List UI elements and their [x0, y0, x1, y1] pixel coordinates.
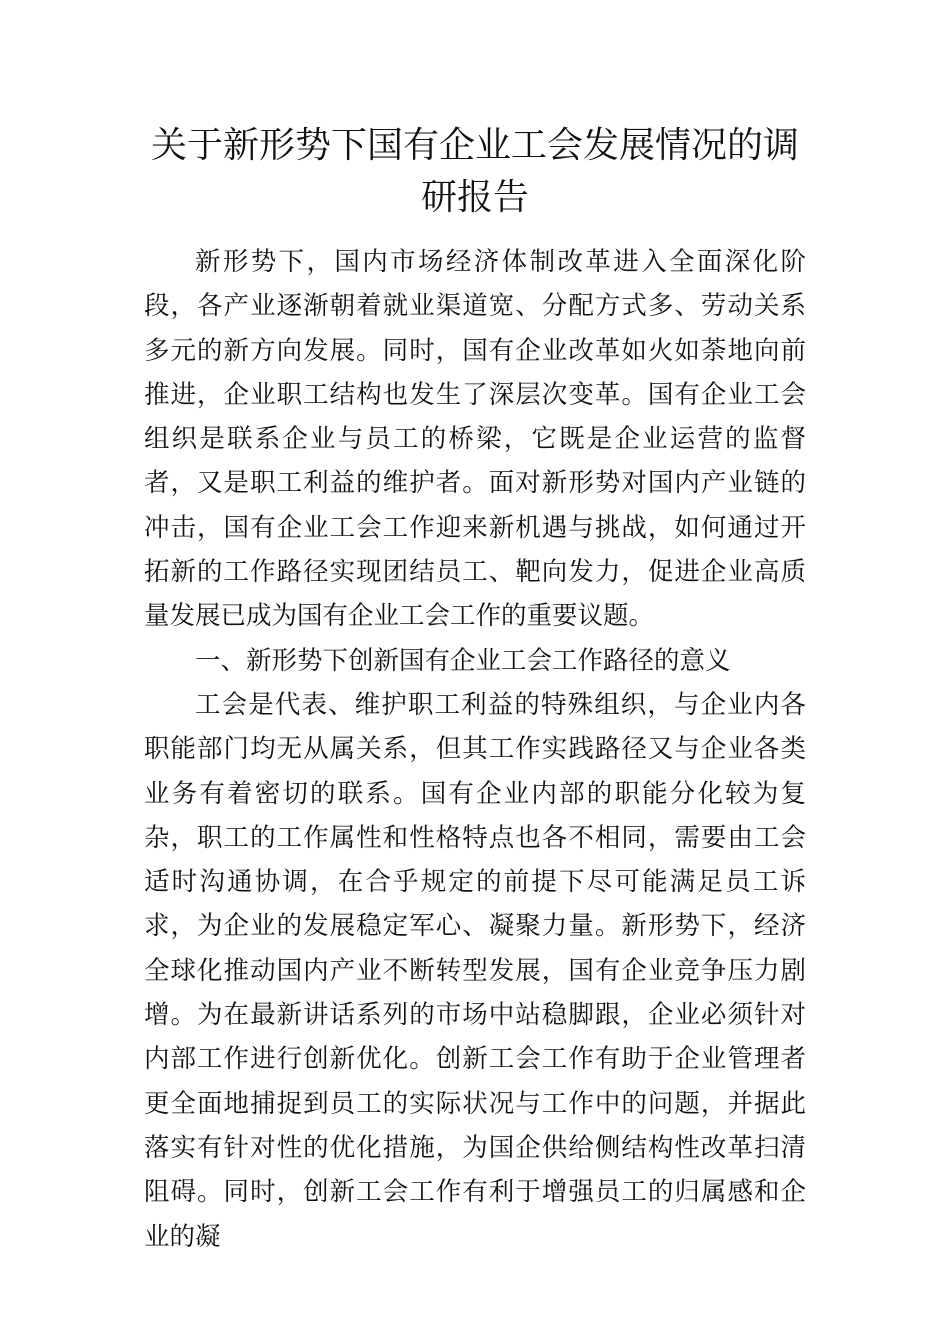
- document-body: [144, 240, 806, 1259]
- intro-paragraph: 新形势下，国内市场经济体制改革进入全面深化阶段，各产业逐渐朝着就业渠道宽、分配方式多、劳动关系多元的新方向发展。同时，国有企业改革如火如荼地向前推进，企业职工结构也发生了深层次变革。国有企业工会组织是联系企业与员工的桥梁，它既是企业运营的监督者，又是职工利益的维护者。面对新形势对国内产业链的冲击，国有企业工会工作迎来新机遇与挑战，如何通过开拓新的工作路径实现团结员工、靶向发力，促进企业高质量发展已成为国有企业工会工作的重要议题。: [144, 247, 806, 632]
- document-title: 关于新形势下国有企业工会发展情况的调研报告: [150, 125, 799, 218]
- section-paragraph: 工会是代表、维护职工利益的特殊组织，与企业内各职能部门均无从属关系，但其工作实践路径又与企业各类业务有着密切的联系。国有企业内部的职能分化较为复杂，职工的工作属性和性格特点也各不相同，需要由工会适时沟通协调，在合乎规定的前提下尽可能满足员工诉求，为企业的发展稳定军心、凝聚力量。新形势下，经济全球化推动国内产业不断转型发展，国有企业竞争压力剧增。为在最新讲话系列的市场中站稳脚跟，企业必须针对内部工作进行创新优化。创新工会工作有助于企业管理者更全面地捕捉到员工的实际状况与工作中的问题，并据此落实有针对性的优化措施，为国企供给侧结构性改革扫清阻碍。同时，创新工会工作有利于增强员工的归属感和企业的凝: [144, 689, 806, 1252]
- section-heading: 一、新形势下创新国有企业工会工作路径的意义: [195, 645, 731, 676]
